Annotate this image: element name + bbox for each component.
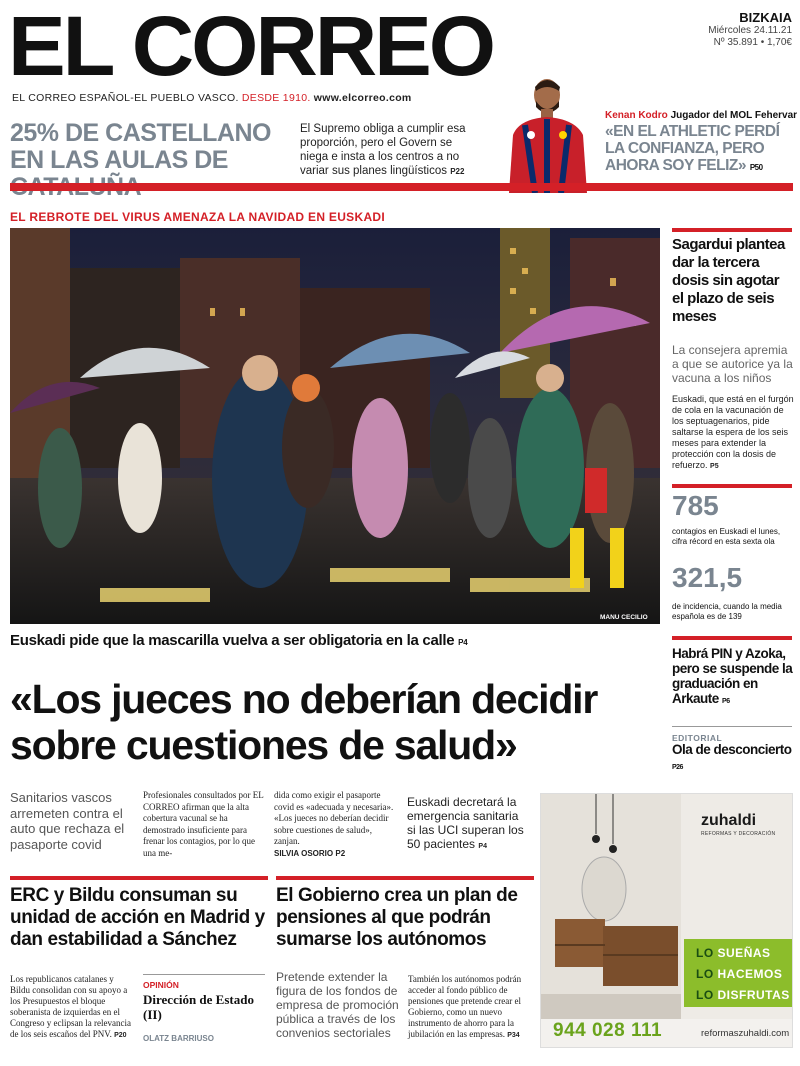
editorial-title-text: Ola de desconcierto [672,742,792,757]
teaser-kenan-byline [605,110,797,121]
region-label: BIZKAIA [739,10,792,25]
ad-brand-sub: REFORMAS Y DECORACIÓN [701,831,776,837]
opinion-author: OLATZ BARRIUSO [143,1034,214,1043]
main-headline[interactable]: «Los jueces no deberían decidir sobre cuestiones de salud» [10,676,598,768]
erc-body-text: Los republicanos catalanes y Bildu consolidan con su apoyo a los Presupuestos el bloque soberanista de izquierdas en el Congreso y eclipsan la relevancia de los seis escaños del PNV. [10,974,131,1039]
issue-number-price: Nº 35.891 • 1,70€ [713,37,792,48]
opinion-label: OPINIÓN [143,980,179,990]
stat-incidencia-text: de incidencia, cuando la media española es de 139 [672,602,782,621]
photo-credit: MANU CECILIO [600,614,648,621]
story-rule [672,484,792,488]
photo-caption-text: Euskadi pide que la mascarilla vuelva a ser obligatoria en la calle [10,632,455,649]
story-rule [10,876,268,880]
footballer-photo [505,75,590,193]
tagline-since: DESDE 1910. [241,92,311,104]
main-body-col1: Profesionales consultados por EL CORREO afirman que la alta cobertura vacunal se ha demostrado insuficiente para frenar los contagios, por lo que una me- [143,790,264,858]
sagardui-headline[interactable]: Sagardui plantea dar la tercera dosis sin agotar el plazo de seis meses [672,236,785,325]
page-ref: P22 [450,167,465,176]
sagardui-deck: La consejera apremia a que se autorice ya la vacuna a los niños [672,343,793,385]
page-ref: P4 [458,638,468,647]
sagardui-body [672,394,794,472]
main-photo [10,228,660,624]
page-ref: P5 [710,463,719,470]
gobierno-deck: Pretende extender la figura de los fondos de empresa de promoción pública a través de los convenios sectoriales [276,970,399,1040]
ad-brand-logo: zuhaldi [701,812,757,829]
stat-contagios-value: 785 [672,490,719,521]
stat-incidencia-value: 321,5 [672,562,743,593]
main-author: SILVIA OSORIO [274,848,334,858]
erc-body [10,974,132,1041]
kenan-role: Jugador del MOL Fehervar [670,110,798,121]
pin-headline-text: Habrá PIN y Azoka, pero se suspende la graduación en Arkaute [672,646,793,706]
gobierno-body [408,974,533,1041]
teaser-castellano-text [300,122,468,179]
sagardui-body-text: Euskadi, que está en el furgón de cola en la vacunación de los septuagenarios, pide saltarse la espera de los seis meses para extender la protección con la dosis de refuerzo. [672,394,794,470]
pin-headline[interactable] [672,646,794,709]
section-rule [10,183,793,191]
teaser-castellano-headline[interactable]: 25% DE CASTELLANO EN LAS AULAS DE [10,119,271,174]
page-ref: P2 [335,848,346,858]
page-ref: P34 [507,1032,520,1039]
teaser-castellano-body: El Supremo obliga a cumplir esa proporción, pero el Govern se niega e insta a los centros a no variar sus planes lingüísticos [300,123,466,177]
masthead-logo: EL CORREO [8,0,493,93]
editorial-title[interactable] [672,742,794,775]
page-ref: P4 [478,843,487,850]
ad-slogan-line: LO SUEÑAS [696,946,771,960]
ad-slogan-line: LO DISFRUTAS [696,988,790,1002]
page-ref: P20 [114,1032,127,1039]
page-ref: P6 [722,698,730,705]
tagline [12,92,412,104]
page-ref: P26 [672,764,683,771]
gobierno-body-text: También los autónomos podrán acceder al fondo público de pensiones que pretende crear el Gobierno, como un nuevo instrumento de ahorro para la jubilación en las empresas. [408,974,522,1039]
stat-contagios-text: contagios en Euskadi el lunes, cifra récord en esta sexta ola [672,527,781,546]
photo-caption[interactable] [10,632,467,649]
kicker: EL REBROTE DEL VIRUS AMENAZA LA NAVIDAD EN EUSKADI [10,210,386,224]
kenan-name: Kenan Kodro [605,110,668,121]
story-rule [672,636,792,640]
main-body-col2 [274,790,396,859]
main-deck: Sanitarios vascos arremeten contra el auto que rechaza el pasaporte covid [10,790,125,852]
tagline-website[interactable]: www.elcorreo.com [313,92,412,104]
ad-slogan-line: LO HACEMOS [696,967,783,981]
gobierno-headline[interactable]: El Gobierno crea un plan de pensiones al que podrán sumarse los autónomos [276,885,518,950]
decreta-text: Euskadi decretará la emergencia sanitaria si las UCI superan los 50 pacientes [407,795,524,851]
ad-website[interactable]: reformaszuhaldi.com [701,1028,790,1039]
teaser-kenan-quote[interactable] [605,123,800,176]
divider [672,726,792,727]
editorial-label: EDITORIAL [672,733,723,743]
advertisement[interactable] [540,793,793,1048]
edition-info [708,10,792,49]
story-rule [672,228,792,232]
issue-date: Miércoles 24.11.21 [708,25,792,36]
divider [143,974,265,975]
main-body-col2-text: dida como exigir el pasaporte covid es «adecuada y necesaria». «Los jueces no deberían decidir sobre cuestiones de salud», zanjan. [274,790,394,846]
page-ref: P50 [749,163,763,172]
opinion-title[interactable]: Dirección de Estado (II) [143,992,254,1022]
tagline-publisher: EL CORREO ESPAÑOL-EL PUEBLO VASCO. [12,92,239,104]
ad-phone[interactable]: 944 028 111 [553,1020,663,1041]
kenan-quote-text: «EN EL ATHLETIC PERDÍ LA CONFIANZA, PERO AHORA SOY FELIZ» [605,123,780,174]
decreta-brief[interactable] [407,795,529,854]
story-rule [276,876,534,880]
erc-headline[interactable]: ERC y Bildu consuman su unidad de acción en Madrid y dan estabilidad a Sánchez [10,885,265,950]
